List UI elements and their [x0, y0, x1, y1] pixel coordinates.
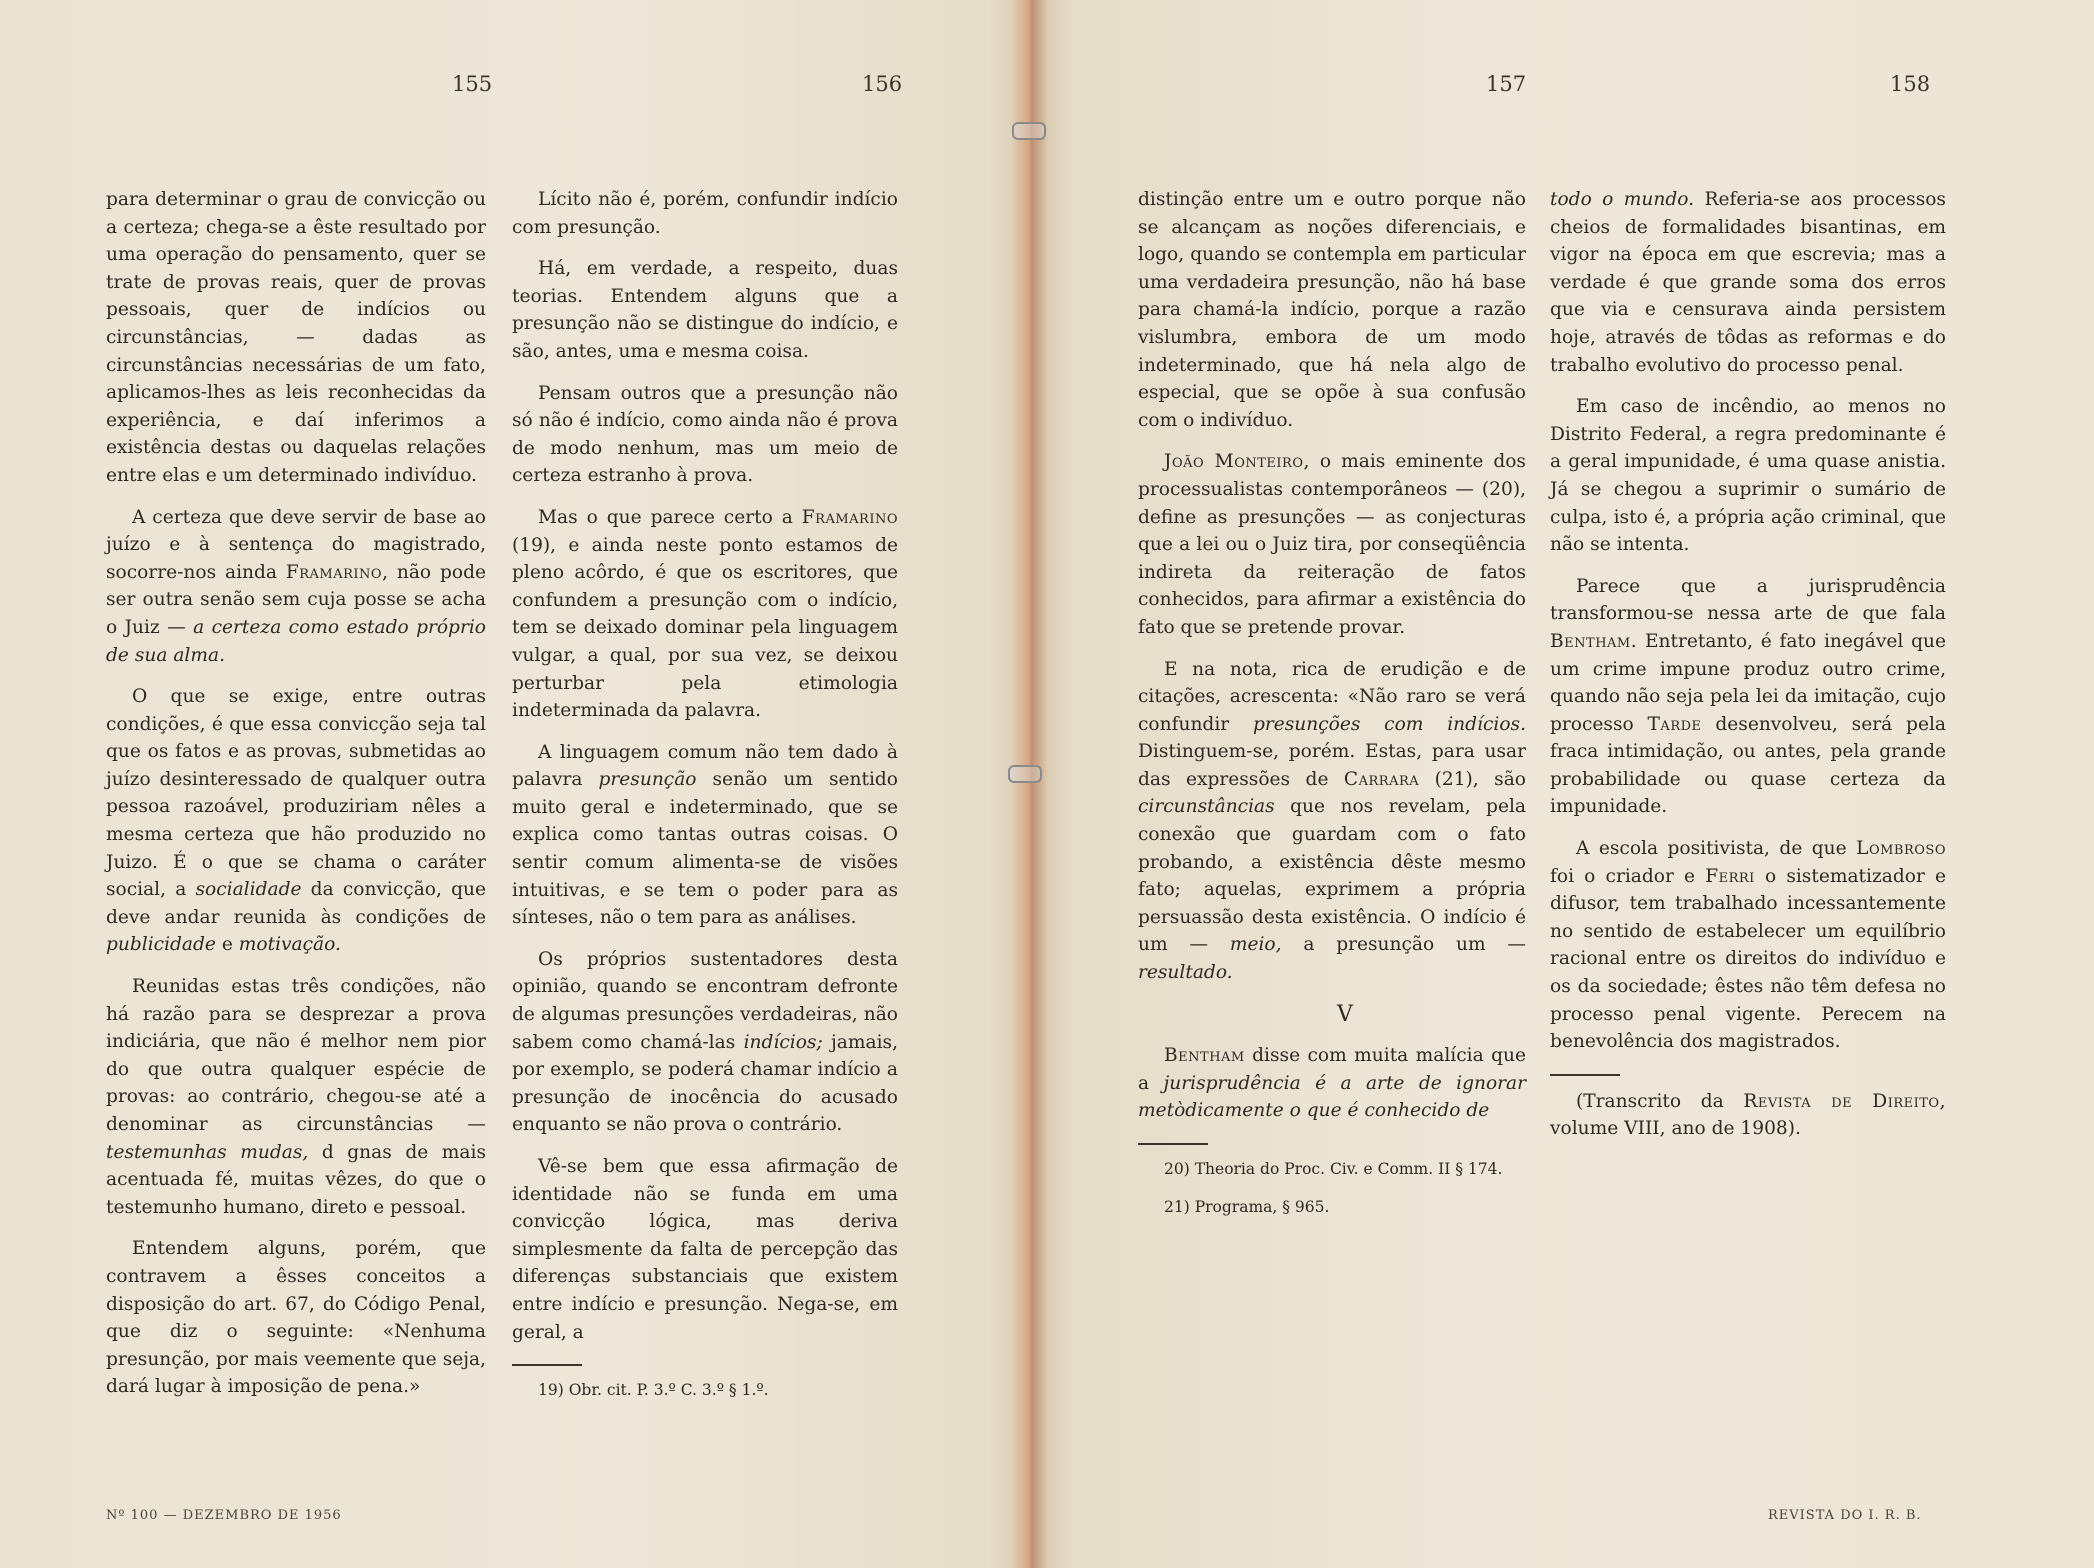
- paragraph: Pensam outros que a presunção não só não é indício, como ainda não é prova de modo nenhum, mas um meio de certeza estranho à prova.: [512, 382, 898, 487]
- paragraph: para determinar o grau de convicção ou a certeza; chega-se a êste resultado por uma operação do pensamento, quer se trate de provas reais, quer de provas pessoais, quer de indícios ou circunstâncias, — dadas as circunstâncias necessárias de um fato, aplicamos-lhes as leis reconhecidas da experiência, e daí inferimos a existência destas ou daquelas relações entre elas e um determinado indivíduo.: [106, 189, 486, 486]
- paragraph: Parece que a jurisprudência transformou-se nessa arte de que fala Bentham. Entretanto, é fato inegável que um crime impune produz outro crime, quando não seja pela lei da imitação, cujo processo Tarde desenvolveu, será pela fraca intimidação, ou antes, pela grande probabilidade ou quase certeza da impunidade.: [1550, 575, 1946, 818]
- paragraph: distinção entre um e outro porque não se alcançam as noções diferenciais, e logo, quando se contempla em particular uma verdadeira presunção, não há base para chamá-la indício, porque a razão vislumbra, embora de um modo indeterminado, que há nela algo de especial, que se opõe à sua confusão com o indivíduo.: [1138, 189, 1526, 431]
- page-number: 158: [1890, 72, 1931, 96]
- paragraph: Entendem alguns, porém, que contravem a êsses conceitos a disposição do art. 67, do Código Penal, que diz o seguinte: «Nenhuma presunção, por mais veemente que seja, dará lugar à imposição de pena.»: [106, 1238, 486, 1398]
- paragraph: Vê-se bem que essa afirmação de identidade não se funda em uma convicção lógica, mas deriva simplesmente da falta de percepção das diferenças substanciais que existem entre indício e presunção. Nega-se, em geral, a: [512, 1156, 898, 1343]
- footnote-rule: [1138, 1143, 1208, 1145]
- paragraph: A certeza que deve servir de base ao juízo e à sentença do magistrado, socorre-nos ainda Framarino, não pode ser outra senão sem cuja posse se acha o Juiz — a certeza como estado próprio de sua alma.: [106, 506, 486, 666]
- paragraph: Reunidas estas três condições, não há razão para se desprezar a prova indiciária, que não é melhor nem pior do que outra qualquer espécie de provas: ao contrário, chegou-se até a denominar as circunstâncias — testemunhas mudas, d gnas de mais acentuada fé, muitas vêzes, do que o testemunho humano, direto e pessoal.: [106, 976, 486, 1218]
- paragraph: Bentham disse com muita malícia que a jurisprudência é a arte de ignorar metòdicamente o que é conhecido de: [1138, 1045, 1526, 1122]
- page-number: 155: [452, 72, 493, 96]
- section-heading: V: [1337, 1001, 1353, 1027]
- page-158-text: [1550, 186, 1946, 1157]
- footnote: 20) Theoria do Proc. Civ. e Comm. II § 174.: [1164, 1160, 1503, 1178]
- footnote: 21) Programa, § 965.: [1164, 1198, 1330, 1216]
- page-155-text: [106, 186, 486, 1415]
- paragraph: Os próprios sustentadores desta opinião, quando se encontram defronte de algumas presunções verdadeiras, não sabem como chamá-las indícios; jamais, por exemplo, se poderá chamar indício a presunção de inocência do acusado enquanto se não prova o contrário.: [512, 948, 898, 1136]
- page-footer: Nº 100 — DEZEMBRO DE 1956: [106, 1508, 342, 1523]
- footnote: 19) Obr. cit. P. 3.º C. 3.º § 1.º.: [538, 1381, 769, 1400]
- paragraph: todo o mundo. Referia-se aos processos cheios de formalidades bisantinas, em vigor na época em que escrevia; mas a verdade é que grande soma dos erros que via e censurava ainda persistem hoje, através de tôdas as reformas e do trabalho evolutivo do processo penal.: [1550, 189, 1946, 376]
- source-rule: [1550, 1074, 1620, 1076]
- paragraph: E na nota, rica de erudição e de citações, acrescenta: «Não raro se verá confundir presunções com indícios. Distinguem-se, porém. Estas, para usar das expressões de Carrara (21), são circunstâncias que nos revelam, pela conexão que guardam com o fato probando, a existência dêste mesmo fato; aquelas, exprimem a própria persuassão desta existência. O indício é um — meio, a presunção um — resultado.: [1138, 658, 1526, 984]
- paragraph: A linguagem comum não tem dado à palavra presunção senão um sentido muito geral e indeterminado, que se explica como tantas outras coisas. O sentir comum alimenta-se de visões intuitivas, e se tem o poder para as sínteses, não o tem para as análises.: [512, 741, 898, 929]
- book-gutter: [1012, 0, 1048, 1568]
- paragraph: Mas o que parece certo a Framarino (19), e ainda neste ponto estamos de pleno acôrdo, é que os escritores, que confundem a presunção com o indício, tem se deixado dominar pela linguagem vulgar, a qual, por sua vez, se deixou perturbar pela etimologia indeterminada da palavra.: [512, 506, 898, 722]
- source-note: (Transcrito da Revista de Direito, volume VIII, ano de 1908).: [1550, 1090, 1946, 1140]
- page-157-text: [1138, 186, 1526, 1233]
- page-number: 157: [1486, 72, 1527, 96]
- footnote-rule: [512, 1364, 582, 1366]
- page-number: 156: [862, 72, 903, 96]
- staple-icon: [1008, 765, 1042, 783]
- paragraph: A escola positivista, de que Lombroso foi o criador e Ferri o sistematizador e difusor, tem trabalhado incessantemente no sentido de estabelecer um equilíbrio racional entre os direitos do indivíduo e os da sociedade; êstes não têm defesa no processo penal vigente. Perecem na benevolência dos magistrados.: [1550, 838, 1946, 1053]
- page-156-text: [512, 186, 898, 1416]
- paragraph: João Monteiro, o mais eminente dos processualistas contemporâneos — (20), define as presunções — as conjecturas que a lei ou o Juiz tira, por conseqüência indireta da reiteração de fatos conhecidos, para afirmar a existência do fato que se pretende provar.: [1138, 451, 1526, 638]
- paragraph: Em caso de incêndio, ao menos no Distrito Federal, a regra predominante é a geral impunidade, é uma quase anistia. Já se chegou a suprimir o sumário de culpa, isto é, a própria ação criminal, que não se intenta.: [1550, 396, 1946, 556]
- paragraph: Lícito não é, porém, confundir indício com presunção.: [512, 189, 898, 238]
- paragraph: O que se exige, entre outras condições, é que essa convicção seja tal que os fatos e as provas, submetidas ao juízo desinteressado de qualquer outra pessoa razoável, produziriam nêles a mesma certeza que hão produzido no Juizo. É o que se chama o caráter social, a socialidade da convicção, que deve andar reunida às condições de publicidade e motivação.: [106, 686, 486, 956]
- page-footer: REVISTA DO I. R. B.: [1768, 1508, 1922, 1523]
- staple-icon: [1012, 122, 1046, 140]
- paragraph: Há, em verdade, a respeito, duas teorias. Entendem alguns que a presunção não se distingue do indício, e são, antes, uma e mesma coisa.: [512, 258, 898, 362]
